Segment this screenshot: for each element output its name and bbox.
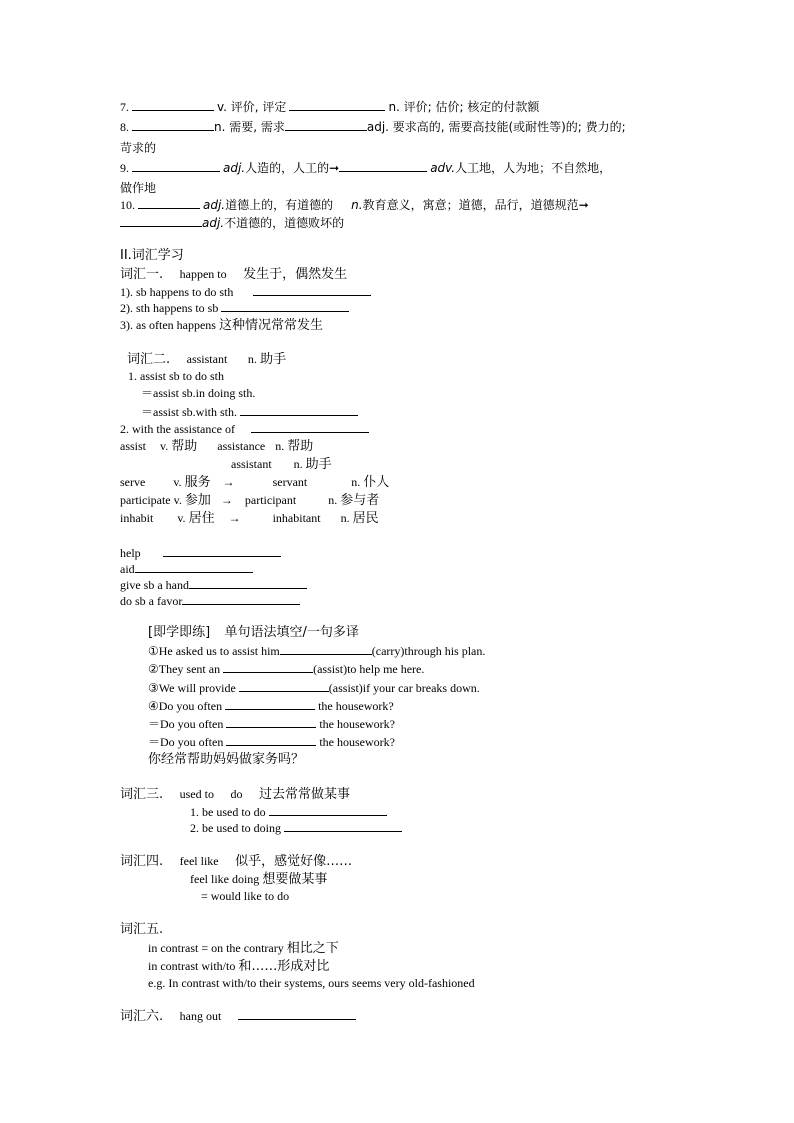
vocab4-line2: = would like to do xyxy=(201,889,290,903)
practice-head: [即学即练] xyxy=(148,625,211,640)
assist-word: assist xyxy=(120,439,147,453)
assistant-cn: 助手 xyxy=(305,457,332,472)
vocab3-line2 xyxy=(190,820,402,836)
q9-blank-1[interactable] xyxy=(132,160,220,172)
q10-number: 10. xyxy=(120,198,135,212)
vocab3-head: 词汇三. xyxy=(120,787,164,802)
vocab1-line2 xyxy=(120,300,349,316)
inhabitant-word: inhabitant xyxy=(272,511,321,525)
assist-pos: v. xyxy=(160,439,169,453)
q10-pos-3: adj. xyxy=(202,216,225,230)
vocab4-word: feel like xyxy=(179,854,219,868)
inhabit-row xyxy=(120,510,379,527)
vocab1-line2-text: 2). sth happens to sb xyxy=(120,301,219,315)
vocab6-blank[interactable] xyxy=(238,1008,356,1020)
q10-pos-1: adj. xyxy=(203,198,226,212)
vocab4-line1 xyxy=(190,871,327,888)
practice-1-blank[interactable] xyxy=(280,643,372,655)
q8-blank-1[interactable] xyxy=(132,119,214,131)
vocab2-line3-text: ＝assist sb.with sth. xyxy=(141,405,238,419)
give-hand-row xyxy=(120,577,307,593)
serve-word: serve xyxy=(120,475,146,489)
vocab2-pos: n. xyxy=(247,352,257,366)
q9-line xyxy=(120,160,611,176)
vocab3-header xyxy=(120,786,350,803)
inhabit-arrow: → xyxy=(228,511,241,525)
vocab1-header xyxy=(120,266,347,283)
vocab5-head: 词汇五. xyxy=(120,922,164,937)
practice-1-text-a: ①He asked us to assist him xyxy=(148,644,280,658)
aid-row xyxy=(120,561,253,577)
vocab3-line1-text: 1. be used to do xyxy=(190,805,266,819)
practice-head-cn: 单句语法填空/一句多译 xyxy=(224,625,359,640)
q7-blank-2[interactable] xyxy=(289,99,385,111)
vocab1-line3-text: 3). as often happens xyxy=(120,318,216,332)
vocab2-header xyxy=(127,351,286,368)
practice-3-blank[interactable] xyxy=(239,680,329,692)
practice-5-text-a: ＝Do you often xyxy=(148,717,224,731)
vocab5-line2-cn: 和……形成对比 xyxy=(238,959,330,974)
vocab3-meaning: 过去常常做某事 xyxy=(258,787,350,802)
practice-item-4 xyxy=(148,698,394,714)
give-hand-text: give sb a hand xyxy=(120,578,189,592)
vocab4-line1-cn: 想要做某事 xyxy=(262,872,328,887)
serve-arrow: → xyxy=(222,475,235,489)
serve-pos: v. xyxy=(173,475,182,489)
servant-word: servant xyxy=(272,475,308,489)
vocab1-word: happen to xyxy=(179,267,227,281)
practice-item-5 xyxy=(148,716,395,732)
practice-2-text-a: ②They sent an xyxy=(148,662,221,676)
give-hand-blank[interactable] xyxy=(189,577,307,589)
vocab4-line1-text: feel like doing xyxy=(190,872,260,886)
assistance-pos: n. xyxy=(275,439,285,453)
vocab5-line2 xyxy=(148,958,329,975)
q8-text-1: n. 需要, 需求 xyxy=(214,120,285,134)
vocab1-line1-text: 1). sb happens to do sth xyxy=(120,285,234,299)
participant-word: participant xyxy=(244,493,297,507)
vocab1-line3-cn: 这种情况常常发生 xyxy=(218,318,323,333)
q7-line xyxy=(120,99,539,115)
q10-arrow: ➞ xyxy=(578,198,589,212)
practice-2-blank[interactable] xyxy=(223,661,313,673)
vocab1-line3 xyxy=(120,317,323,334)
participate-cn: 参加 xyxy=(184,493,211,508)
favor-row xyxy=(120,593,300,609)
vocab3-blank-1[interactable] xyxy=(269,804,387,816)
vocab6-head: 词汇六. xyxy=(120,1009,164,1024)
vocab2-blank-1[interactable] xyxy=(240,404,358,416)
practice-header xyxy=(148,625,359,641)
favor-text: do sb a favor xyxy=(120,594,183,608)
vocab4-header xyxy=(120,853,352,870)
practice-item-7: 你经常帮助妈妈做家务吗？ xyxy=(148,752,305,767)
vocab5-line2-text: in contrast with/to xyxy=(148,959,236,973)
q8-text-2: adj. 要求高的, 需要高技能(或耐性等)的; 费力的; xyxy=(366,120,626,134)
q8-line xyxy=(120,119,626,135)
participate-row xyxy=(120,492,379,509)
vocab3-word: used to xyxy=(179,787,214,801)
inhabit-word: inhabit xyxy=(120,511,154,525)
serve-cn: 服务 xyxy=(184,475,211,490)
assistance-cn: 帮助 xyxy=(287,439,314,454)
q9-pos-2: adv. xyxy=(430,161,456,175)
practice-5-text-b: the housework? xyxy=(319,717,395,731)
inhabitant-cn: 居民 xyxy=(352,511,379,526)
practice-6-text-b: the housework? xyxy=(319,735,395,749)
q9-continuation: 做作地 xyxy=(120,181,157,195)
inhabit-cn: 居住 xyxy=(188,511,215,526)
q8-blank-2[interactable] xyxy=(285,119,367,131)
vocab3-word2: do xyxy=(230,787,243,801)
q10-line xyxy=(120,197,589,213)
vocab1-line1 xyxy=(120,284,371,300)
practice-item-6 xyxy=(148,734,395,750)
q10-blank-2[interactable] xyxy=(120,215,202,227)
q10-pos-2: n. xyxy=(351,198,363,212)
aid-blank[interactable] xyxy=(135,561,253,573)
vocab2-line1: 1. assist sb to do sth xyxy=(128,369,225,383)
practice-1-text-b: (carry)through his plan. xyxy=(371,644,486,658)
vocab3-line2-text: 2. be used to doing xyxy=(190,821,281,835)
q8-continuation: 苛求的 xyxy=(120,141,157,155)
assistant-word: assistant xyxy=(231,457,272,471)
vocab2-head: 词汇二. xyxy=(127,352,171,367)
vocab2-line4 xyxy=(120,421,369,437)
participant-cn: 参与者 xyxy=(340,493,380,508)
inhabit-pos: v. xyxy=(177,511,186,525)
vocab2-meaning: 助手 xyxy=(260,352,287,367)
practice-3-text-b: (assist)if your car breaks down. xyxy=(328,681,480,695)
favor-blank[interactable] xyxy=(182,593,300,605)
vocab6-word: hang out xyxy=(179,1009,222,1023)
q7-text-1: v. 评价, 评定 xyxy=(217,100,287,114)
practice-5-blank[interactable] xyxy=(226,716,316,728)
practice-4-blank[interactable] xyxy=(225,698,315,710)
section-title: II.词汇学习 xyxy=(120,248,184,263)
assist-row xyxy=(120,438,313,455)
vocab5-line1-cn: 相比之下 xyxy=(286,941,339,956)
q9-text-1: 人造的，人工的 xyxy=(245,161,330,175)
assistance-word: assistance xyxy=(217,439,266,453)
vocab2-line2: ＝assist sb.in doing sth. xyxy=(141,386,256,400)
practice-item-3 xyxy=(148,680,480,696)
q7-text-2: n. 评价; 估价; 核定的付款额 xyxy=(388,100,540,114)
practice-4-text-a: ④Do you often xyxy=(148,699,223,713)
practice-3-text-a: ③We will provide xyxy=(148,681,236,695)
q7-number: 7. xyxy=(120,100,129,114)
q10-blank-1[interactable] xyxy=(138,197,200,209)
practice-4-text-b: the housework? xyxy=(318,699,394,713)
assist-cn: 帮助 xyxy=(171,439,198,454)
vocab1-head: 词汇一. xyxy=(120,267,164,282)
q9-arrow: ➞ xyxy=(329,161,340,175)
vocab2-line4-text: 2. with the assistance of xyxy=(120,422,235,436)
inhabitant-pos: n. xyxy=(340,511,350,525)
vocab1-blank-2[interactable] xyxy=(221,300,349,312)
vocab5-line1-text: in contrast = on the contrary xyxy=(148,941,284,955)
vocab1-blank-1[interactable] xyxy=(253,284,371,296)
participate-word: participate v. xyxy=(120,493,182,507)
assistant-pos: n. xyxy=(293,457,303,471)
help-blank[interactable] xyxy=(163,545,281,557)
participate-arrow: → xyxy=(220,493,233,507)
vocab2-line3 xyxy=(141,404,358,420)
q9-number: 9. xyxy=(120,161,129,175)
practice-item-1 xyxy=(148,643,485,659)
q9-blank-2[interactable] xyxy=(339,160,427,172)
serve-row xyxy=(120,474,389,491)
practice-6-text-a: ＝Do you often xyxy=(148,735,224,749)
vocab3-line1 xyxy=(190,804,387,820)
vocab5-line1 xyxy=(148,940,339,957)
q10-text-2: 教育意义，寓意；道德，品行，道德规范 xyxy=(362,198,579,212)
vocab2-blank-2[interactable] xyxy=(251,421,369,433)
practice-6-blank[interactable] xyxy=(226,734,316,746)
help-word: help xyxy=(120,546,141,560)
vocab4-meaning: 似乎，感觉好像…… xyxy=(235,854,353,869)
servant-cn: 仆人 xyxy=(363,475,390,490)
assistant-row xyxy=(231,456,332,473)
q10-text-1: 道德上的，有道德的 xyxy=(225,198,334,212)
practice-2-text-b: (assist)to help me here. xyxy=(313,662,425,676)
q8-number: 8. xyxy=(120,120,129,134)
q10-continuation xyxy=(120,215,344,231)
vocab6-line xyxy=(120,1008,356,1025)
q7-blank-1[interactable] xyxy=(132,99,214,111)
q9-pos-1: adj. xyxy=(223,161,246,175)
vocab4-head: 词汇四. xyxy=(120,854,164,869)
participant-pos: n. xyxy=(328,493,338,507)
help-row xyxy=(120,545,281,561)
q10-text-3: 不道德的，道德败坏的 xyxy=(224,216,345,230)
aid-word: aid xyxy=(120,562,135,576)
vocab5-line3: e.g. In contrast with/to their systems, ours seems very old-fashioned xyxy=(148,976,475,990)
vocab3-blank-2[interactable] xyxy=(284,820,402,832)
servant-pos: n. xyxy=(351,475,361,489)
q9-text-2: 人工地，人为地；不自然地， xyxy=(455,161,612,175)
vocab2-word: assistant xyxy=(186,352,228,366)
vocab1-meaning: 发生于，偶然发生 xyxy=(243,267,348,282)
practice-item-2 xyxy=(148,661,424,677)
